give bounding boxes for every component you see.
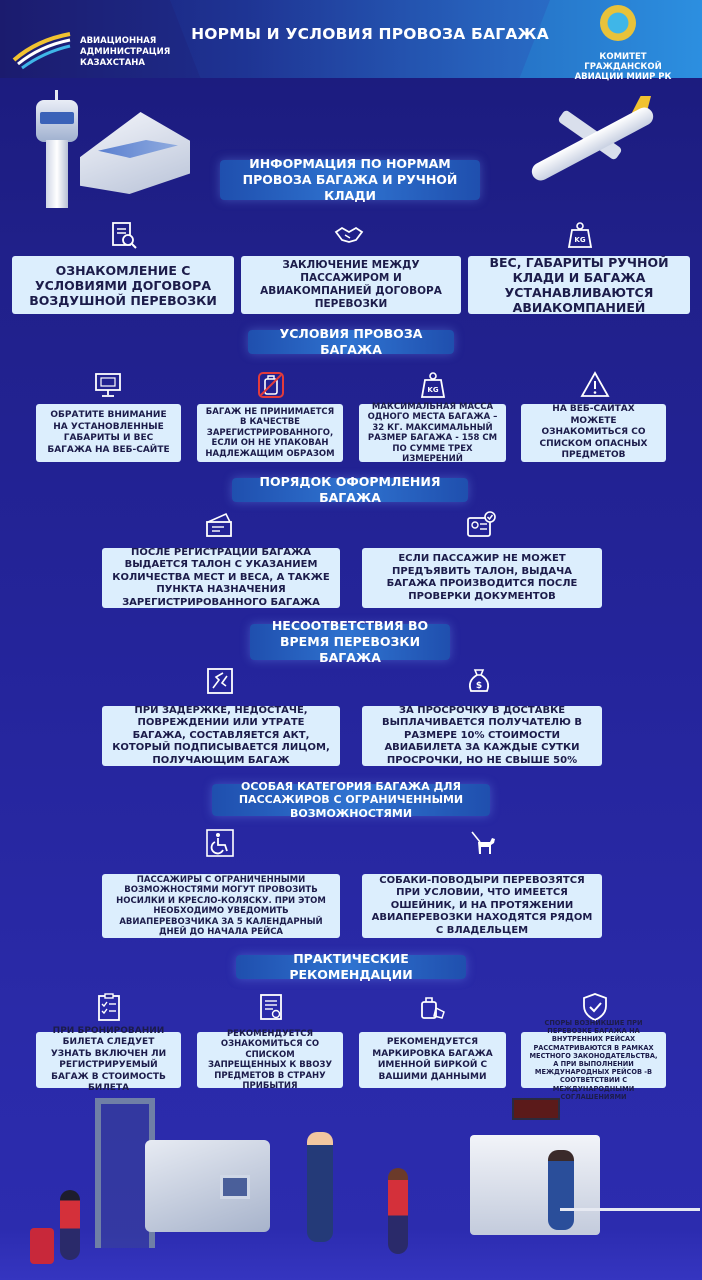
shield-check-icon — [580, 992, 610, 1022]
weight-kg-icon — [418, 370, 448, 400]
left-logo-line: АДМИНИСТРАЦИЯ — [80, 47, 171, 57]
security-officer-illustration — [307, 1132, 333, 1242]
special-item-wheelchair: ПАССАЖИРЫ С ОГРАНИЧЕННЫМИ ВОЗМОЖНОСТЯМИ МОГУТ ПРОВОЗИТЬ НОСИЛКИ И КРЕСЛО-КОЛЯСКУ. ПРИ ЭТОМ НЕОБХОДИМО УВЕДОМИТЬ АВИАПЕРЕВОЗЧИКА ЗА 5 КАЛЕНДАРНЫЙ ДНЕЙ ДО НАЧАЛА РЕЙСА — [102, 874, 340, 938]
recommendation-item-disputes: СПОРЫ ВОЗНИКШИЕ ПРИ ПЕРЕВОЗКЕ БАГАЖА НА ВНУТРЕННИХ РЕЙСАХ РАССМАТРИВАЮТСЯ В РАМКАХ МЕСТНОГО ЗАКОНОДАТЕЛЬСТВА, А ПРИ ВЫПОЛНЕНИИ МЕЖДУНАРОДНЫХ РЕЙСОВ -В СООТВЕТСТВИИ С МЕЖДУНАРОДНЫМИ СОГЛАШЕНИЯМИ — [521, 1032, 666, 1088]
check-in-desk-illustration — [470, 1135, 600, 1235]
discrepancy-item-compensation: ЗА ПРОСРОЧКУ В ДОСТАВКЕ ВЫПЛАЧИВАЕТСЯ ПОЛУЧАТЕЛЮ В РАЗМЕРЕ 10% СТОИМОСТИ АВИАБИЛЕТА ЗА КАЖДЫЕ СУТКИ ПРОСРОЧКИ, НО НЕ СВЫШЕ 50% — [362, 706, 602, 766]
section-title-discrepancies: НЕСООТВЕТСТВИЯ ВО ВРЕМЯ ПЕРЕВОЗКИ БАГАЖА — [250, 624, 450, 660]
conditions-item-packing: БАГАЖ НЕ ПРИНИМАЕТСЯ В КАЧЕСТВЕ ЗАРЕГИСТРИРОВАННОГО, ЕСЛИ ОН НЕ УПАКОВАН НАДЛЕЖАЩИМ ОБРАЗОМ — [197, 404, 343, 462]
guide-dog-icon — [468, 828, 498, 858]
passenger-woman-illustration — [60, 1190, 80, 1260]
section-title-conditions: УСЛОВИЯ ПРОВОЗА БАГАЖА — [248, 330, 454, 354]
svg-text:KG: KG — [427, 386, 439, 394]
left-logo-text — [80, 36, 180, 69]
monitor-icon — [93, 370, 123, 400]
passenger-illustration — [388, 1168, 408, 1254]
norms-item-contract-terms: ОЗНАКОМЛЕНИЕ С УСЛОВИЯМИ ДОГОВОРА ВОЗДУШНОЙ ПЕРЕВОЗКИ — [12, 256, 234, 314]
header — [0, 0, 702, 82]
ticket-icon — [204, 510, 234, 540]
suitcase-illustration — [30, 1228, 54, 1264]
conditions-item-dangerous: НА ВЕБ-САЙТАХ МОЖЕТЕ ОЗНАКОМИТЬСЯ СО СПИСКОМ ОПАСНЫХ ПРЕДМЕТОВ — [521, 404, 666, 462]
norms-item-weight: ВЕС, ГАБАРИТЫ РУЧНОЙ КЛАДИ И БАГАЖА УСТАНАВЛИВАЮТСЯ АВИАКОМПАНИЕЙ — [468, 256, 690, 314]
conditions-item-website: ОБРАТИТЕ ВНИМАНИЕ НА УСТАНОВЛЕННЫЕ ГАБАРИТЫ И ВЕС БАГАЖА НА ВЕБ-САЙТЕ — [36, 404, 181, 462]
baggage-scanner-illustration — [145, 1140, 270, 1232]
recommendation-item-prohibited-list: РЕКОМЕНДУЕТСЯ ОЗНАКОМИТЬСЯ СО СПИСКОМ ЗАПРЕЩЕННЫХ К ВВОЗУ ПРЕДМЕТОВ В СТРАНУ ПРИБЫТИЯ — [197, 1032, 343, 1088]
right-logo-line: АВИАЦИИ МИИР РК — [574, 72, 672, 82]
document-search-icon — [108, 220, 138, 250]
right-logo-text — [562, 52, 684, 82]
page-title: НОРМЫ И УСЛОВИЯ ПРОВОЗА БАГАЖА — [191, 25, 549, 43]
recommendation-item-tag: РЕКОМЕНДУЕТСЯ МАРКИРОВКА БАГАЖА ИМЕННОЙ БИРКОЙ С ВАШИМИ ДАННЫМИ — [359, 1032, 506, 1088]
warning-icon — [580, 370, 610, 400]
control-tower-window — [40, 112, 74, 124]
scanner-screen — [220, 1175, 250, 1199]
special-item-guide-dog: СОБАКИ-ПОВОДЫРИ ПЕРЕВОЗЯТСЯ ПРИ УСЛОВИИ, ЧТО ИМЕЕТСЯ ОШЕЙНИК, И НА ПРОТЯЖЕНИИ АВИАПЕРЕВОЗКИ НАХОДЯТСЯ РЯДОМ С ВЛАДЕЛЬЦЕМ — [362, 874, 602, 938]
section-title-procedure: ПОРЯДОК ОФОРМЛЕНИЯ БАГАЖА — [232, 478, 468, 502]
control-tower-illustration — [46, 140, 68, 208]
svg-text:KG: KG — [574, 236, 586, 244]
document-list-icon — [256, 992, 286, 1022]
left-logo-line: АВИАЦИОННАЯ — [80, 36, 157, 46]
svg-text:$: $ — [475, 681, 483, 691]
section-title-norms: ИНФОРМАЦИЯ ПО НОРМАМ ПРОВОЗА БАГАЖА И РУЧНОЙ КЛАДИ — [220, 160, 480, 200]
aviation-admin-logo-icon — [12, 30, 72, 70]
broken-item-icon — [205, 666, 235, 696]
procedure-item-tag: ПОСЛЕ РЕГИСТРАЦИИ БАГАЖА ВЫДАЕТСЯ ТАЛОН С УКАЗАНИЕМ КОЛИЧЕСТВА МЕСТ И ВЕСА, А ТАКЖЕ ПУНКТА НАЗНАЧЕНИЯ ЗАРЕГИСТРИРОВАННОГО БАГАЖА — [102, 548, 340, 608]
luggage-prohibited-icon — [256, 370, 286, 400]
luggage-tag-icon — [418, 992, 448, 1022]
recommendation-item-booking: ПРИ БРОНИРОВАНИИ БИЛЕТА СЛЕДУЕТ УЗНАТЬ ВКЛЮЧЕН ЛИ РЕГИСТРИРУЕМЫЙ БАГАЖ В СТОИМОСТЬ БИЛЕТА — [36, 1032, 181, 1088]
id-card-check-icon — [466, 510, 496, 540]
section-title-recommendations: ПРАКТИЧЕСКИЕ РЕКОМЕНДАЦИИ — [236, 955, 466, 979]
kazakhstan-emblem-icon — [600, 5, 636, 41]
section-title-special-category: ОСОБАЯ КАТЕГОРИЯ БАГАЖА ДЛЯ ПАССАЖИРОВ С ОГРАНИЧЕННЫМИ ВОЗМОЖНОСТЯМИ — [212, 784, 490, 816]
norms-item-contract-conclusion: ЗАКЛЮЧЕНИЕ МЕЖДУ ПАССАЖИРОМ И АВИАКОМПАНИЕЙ ДОГОВОРА ПЕРЕВОЗКИ — [241, 256, 461, 314]
wheelchair-icon — [205, 828, 235, 858]
queue-barrier-illustration — [560, 1208, 700, 1211]
airplane-illustration — [529, 104, 657, 183]
handshake-icon — [334, 220, 364, 250]
discrepancy-item-act: ПРИ ЗАДЕРЖКЕ, НЕДОСТАЧЕ, ПОВРЕЖДЕНИИ ИЛИ УТРАТЕ БАГАЖА, СОСТАВЛЯЕТСЯ АКТ, КОТОРЫЙ ПОДПИСЫВАЕТСЯ ЛИЦОМ, ПОЛУЧАЮЩИМ БАГАЖ — [102, 706, 340, 766]
checklist-icon — [94, 992, 124, 1022]
conditions-item-max-weight: МАКСИМАЛЬНАЯ МАССА ОДНОГО МЕСТА БАГАЖА – 32 КГ. МАКСИМАЛЬНЫЙ РАЗМЕР БАГАЖА - 158 СМ ПО СУММЕ ТРЕХ ИЗМЕРЕНИЙ — [359, 404, 506, 462]
info-board-illustration — [512, 1098, 560, 1120]
procedure-item-documents: ЕСЛИ ПАССАЖИР НЕ МОЖЕТ ПРЕДЪЯВИТЬ ТАЛОН, ВЫДАЧА БАГАЖА ПРОИЗВОДИТСЯ ПОСЛЕ ПРОВЕРКИ ДОКУМЕНТОВ — [362, 548, 602, 608]
weight-kg-icon — [565, 220, 595, 250]
money-bag-icon — [464, 666, 494, 696]
traveler-illustration — [548, 1150, 574, 1230]
right-logo-line: КОМИТЕТ ГРАЖДАНСКОЙ — [584, 52, 662, 72]
left-logo-line: КАЗАХСТАНА — [80, 58, 146, 68]
